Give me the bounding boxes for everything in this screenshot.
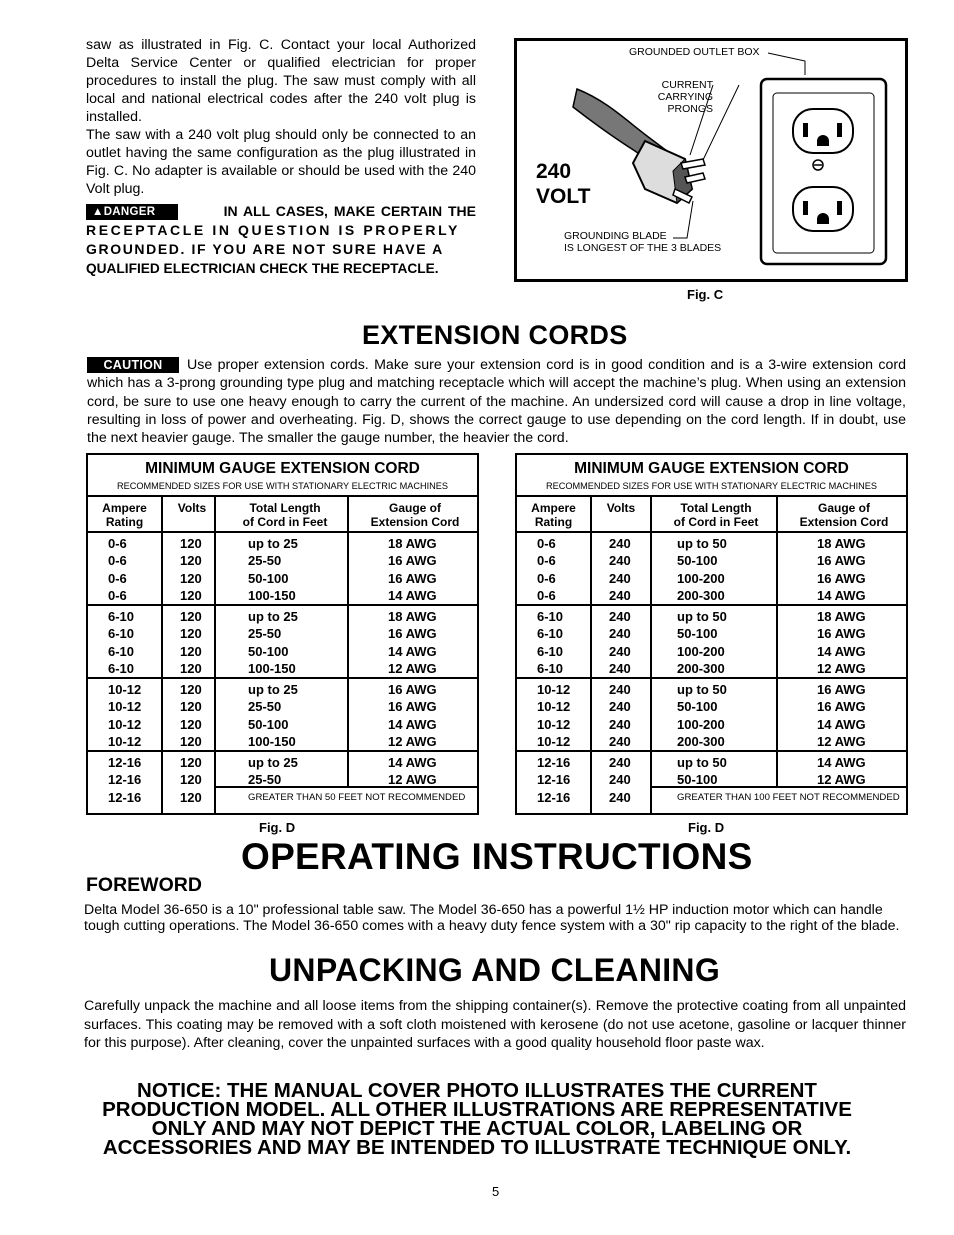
header-gauge: Gauge of Extension Cord xyxy=(370,501,460,529)
length-cells: up to 50 50-100 100-200 200-300 xyxy=(677,682,727,749)
gauge-cells: 14 AWG 12 AWG xyxy=(388,755,437,788)
header-total-length: Total Length of Cord in Feet xyxy=(242,501,328,529)
header-volts: Volts xyxy=(606,501,636,515)
intro-paragraph-1: saw as illustrated in Fig. C. Contact your local Authorized Delta Service Center or qualified electrician for proper procedures to install the plug. The saw must comply with all local and national electrical codes after the 240 volt plug is installed. xyxy=(86,37,476,125)
figure-c-plug-outlet xyxy=(514,38,908,282)
header-volts: Volts xyxy=(177,501,207,515)
danger-line-1: IN ALL CASES, MAKE CERTAIN THE xyxy=(223,203,476,219)
gauge-cells: 18 AWG 16 AWG 14 AWG 12 AWG xyxy=(388,609,437,676)
header-gauge: Gauge of Extension Cord xyxy=(799,501,889,529)
length-cells: up to 50 50-100 100-200 200-300 xyxy=(677,609,727,676)
volts-cells: 240 240 240 240 xyxy=(609,609,631,676)
label-grounded-outlet-box: GROUNDED OUTLET BOX xyxy=(629,46,760,58)
volts-cells: 120 120 120 120 xyxy=(180,682,202,749)
gauge-cells: 18 AWG 16 AWG 14 AWG 12 AWG xyxy=(817,609,866,676)
foreword-text: Delta Model 36-650 is a 10" professional table saw. The Model 36-650 has a powerful 1½ HP induction motor which can handle tough cutting operations. The Model 36-650 comes with a heavy duty fence system with a 30" rip capacity to the right of the blade. xyxy=(84,902,900,934)
unpacking-text: Carefully unpack the machine and all loose items from the shipping container(s). Remove the protective coating from all unpainted surfaces. This coating may be removed with a soft cloth moistened with kerosene (do not use acetone, gasoline or lacquer thinner for this purpose). After cleaning, cover the unpainted surfaces with a good quality household floor paste wax. xyxy=(84,998,906,1051)
figure-c-caption: Fig. C xyxy=(687,287,724,302)
notice-block xyxy=(70,1081,884,1157)
notice-line-3: ONLY AND MAY NOT DEPICT THE ACTUAL COLOR, LABELING OR xyxy=(151,1117,803,1140)
amps-cells: 0-6 0-6 0-6 0-6 xyxy=(108,536,127,603)
amps-cells: 12-16 12-16 12-16 xyxy=(537,755,571,805)
header-ampere-rating: Ampere Rating xyxy=(531,501,576,529)
volts-cells: 240 240 240 240 xyxy=(609,536,631,603)
table-title: MINIMUM GAUGE EXTENSION CORD xyxy=(574,460,849,477)
not-recommended-note: GREATER THAN 50 FEET NOT RECOMMENDED xyxy=(248,792,466,803)
notice-line-1: NOTICE: THE MANUAL COVER PHOTO ILLUSTRATES THE CURRENT xyxy=(137,1079,817,1102)
extension-cords-text: Use proper extension cords. Make sure your extension cord is in good condition and is a 3-wire extension cord which has a 3-prong grounding type plug and matching receptacle which will accept the machine’s plug. When using an extension cord, be sure to use one heavy enough to carry the current of the machine. An undersized cord will cause a drop in line voltage, resulting in loss of power and overheating. Fig. D, shows the correct gauge to use depending on the cord length. If in doubt, use the next heavier gauge. The smaller the gauge number, the heavier the cord. xyxy=(87,357,906,447)
volts-cells: 120 120 120 120 xyxy=(180,536,202,603)
amps-cells: 6-10 6-10 6-10 6-10 xyxy=(108,609,135,676)
gauge-cells: 18 AWG 16 AWG 16 AWG 14 AWG xyxy=(817,536,866,603)
intro-paragraph-2: The saw with a 240 volt plug should only be connected to an outlet having the same configuration as the plug illustrated in Fig. C. No adapter is available or should be used with the 240 Volt plug. xyxy=(86,127,476,197)
figure-d-caption-right: Fig. D xyxy=(688,820,725,835)
danger-line-2: RECEPTACLE IN QUESTION IS PROPERLY xyxy=(86,222,460,238)
volts-cells: 120 120 120 xyxy=(180,755,202,805)
length-cells: up to 25 25-50 xyxy=(248,755,298,788)
gauge-cells: 16 AWG 16 AWG 14 AWG 12 AWG xyxy=(817,682,866,749)
figure-d-caption-left: Fig. D xyxy=(259,820,296,835)
gauge-cells: 14 AWG 12 AWG xyxy=(817,755,866,788)
gauge-table-120v xyxy=(86,453,479,815)
table-subtitle: RECOMMENDED SIZES FOR USE WITH STATIONARY ELECTRIC MACHINES xyxy=(545,481,878,491)
gauge-table-240v xyxy=(515,453,908,815)
label-240-volt: 240 VOLT xyxy=(536,160,591,208)
unpacking-heading: UNPACKING AND CLEANING xyxy=(269,952,721,988)
length-cells: up to 25 25-50 50-100 100-150 xyxy=(248,609,298,676)
length-cells: up to 25 25-50 50-100 100-150 xyxy=(248,682,298,749)
amps-cells: 6-10 6-10 6-10 6-10 xyxy=(537,609,564,676)
gauge-cells: 16 AWG 16 AWG 14 AWG 12 AWG xyxy=(388,682,437,749)
label-current-carrying-prongs: CURRENT CARRYING PRONGS xyxy=(657,79,713,115)
volts-cells: 240 240 240 240 xyxy=(609,682,631,749)
amps-cells: 10-12 10-12 10-12 10-12 xyxy=(537,682,571,749)
length-cells: up to 50 50-100 100-200 200-300 xyxy=(677,536,727,603)
caution-badge: CAUTION xyxy=(87,357,179,373)
danger-badge: ▲DANGER xyxy=(86,204,178,220)
table-title: MINIMUM GAUGE EXTENSION CORD xyxy=(145,460,420,477)
header-ampere-rating: Ampere Rating xyxy=(102,501,147,529)
extension-cords-paragraph xyxy=(87,356,906,447)
amps-cells: 10-12 10-12 10-12 10-12 xyxy=(108,682,142,749)
header-total-length: Total Length of Cord in Feet xyxy=(673,501,759,529)
amps-cells: 0-6 0-6 0-6 0-6 xyxy=(537,536,556,603)
label-grounding-blade: GROUNDING BLADE IS LONGEST OF THE 3 BLADES xyxy=(564,230,722,254)
warning-triangle-icon: ▲ xyxy=(92,205,104,218)
operating-instructions-heading: OPERATING INSTRUCTIONS xyxy=(241,836,753,877)
notice-line-2: PRODUCTION MODEL. ALL OTHER ILLUSTRATIONS ARE REPRESENTATIVE xyxy=(102,1098,852,1121)
danger-line-3: GROUNDED. IF YOU ARE NOT SURE HAVE A xyxy=(86,241,444,257)
volts-cells: 120 120 120 120 xyxy=(180,609,202,676)
danger-line-4: QUALIFIED ELECTRICIAN CHECK THE RECEPTACLE. xyxy=(86,261,439,276)
length-cells: up to 25 25-50 50-100 100-150 xyxy=(248,536,298,603)
volts-cells: 240 240 240 xyxy=(609,755,631,805)
danger-notice xyxy=(86,202,476,278)
extension-cords-heading: EXTENSION CORDS xyxy=(362,320,628,350)
length-cells: up to 50 50-100 xyxy=(677,755,727,788)
not-recommended-note: GREATER THAN 100 FEET NOT RECOMMENDED xyxy=(677,792,900,803)
amps-cells: 12-16 12-16 12-16 xyxy=(108,755,142,805)
notice-line-4: ACCESSORIES AND MAY BE INTENDED TO ILLUSTRATE TECHNIQUE ONLY. xyxy=(102,1136,852,1159)
gauge-cells: 18 AWG 16 AWG 16 AWG 14 AWG xyxy=(388,536,437,603)
foreword-heading: FOREWORD xyxy=(86,874,202,896)
table-subtitle: RECOMMENDED SIZES FOR USE WITH STATIONARY ELECTRIC MACHINES xyxy=(116,481,449,491)
page-number: 5 xyxy=(492,1184,500,1199)
intro-text xyxy=(86,36,476,278)
